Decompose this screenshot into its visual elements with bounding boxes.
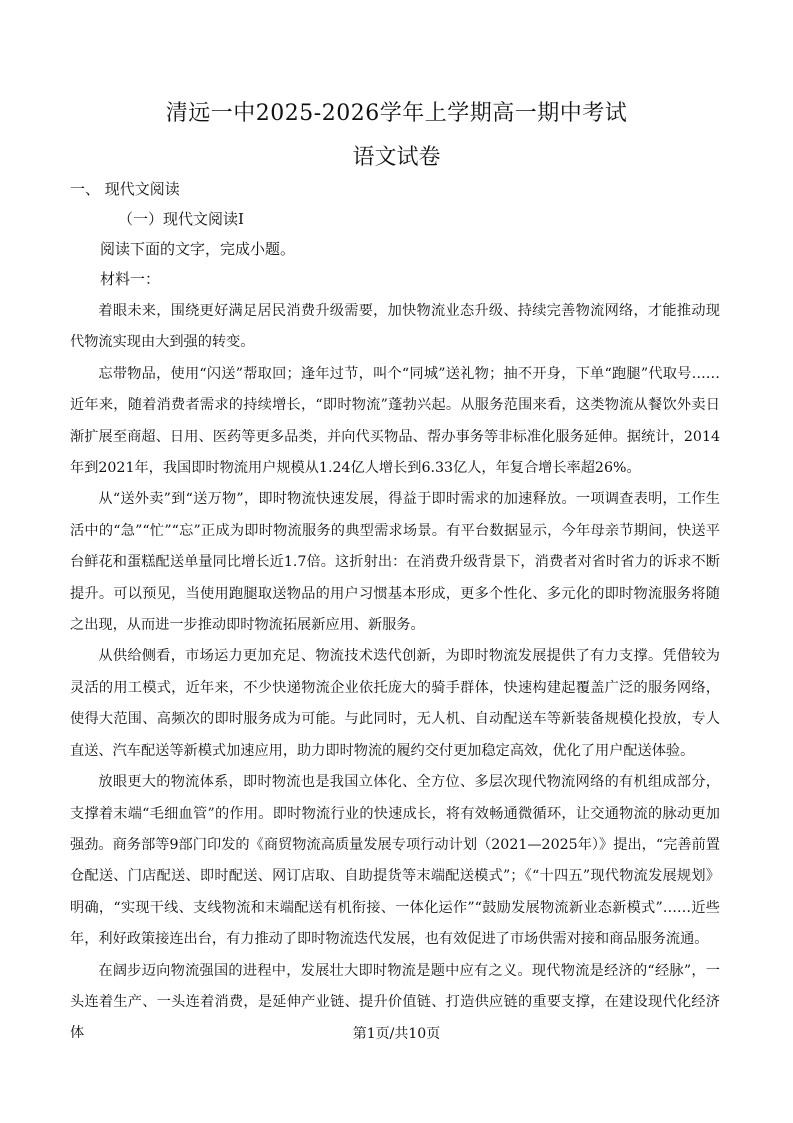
passage-body	[70, 296, 720, 1050]
passage-paragraph: 从供给侧看，市场运力更加充足、物流技术迭代创新，为即时物流发展提供了有力支撑。凭借较为灵活的用工模式，近年来，不少快递物流企业依托庞大的骑手群体，快速构建起覆盖广泛的服务网络，使得大范围、高频次的即时服务成为可能。与此同时，无人机、自动配送车等新装备规模化投放，专人直送、汽车配送等新模式加速应用，助力即时物流的履约交付更加稳定高效，优化了用户配送体验。	[70, 648, 720, 759]
material-label: 材料一：	[100, 270, 161, 288]
passage-paragraph: 忘带物品，使用“闪送”帮取回；逢年过节，叫个“同城”送礼物；抽不开身，下单“跑腿”代取号……近年来，随着消费者需求的持续增长，“即时物流”蓬勃兴起。从服务范围来看，这类物流从餐饮外卖日渐扩展至商超、日用、医药等更多品类，并向代买物品、帮办事务等非标准化服务延伸。据统计，2014年到2021年，我国即时物流用户规模从1.24亿人增长到6.33亿人，年复合增长率超26%。	[70, 365, 720, 477]
reading-instruction: 阅读下面的文字，完成小题。	[100, 240, 296, 258]
exam-title: 清远一中2025-2026学年上学期高一期中考试	[165, 101, 628, 126]
passage-paragraph: 在阔步迈向物流强国的进程中，发展壮大即时物流是题中应有之义。现代物流是经济的“经脉”，一头连着生产、一头连着消费，是延伸产业链、提升价值链、打造供应链的重要支撑，在建设现代化经济体	[70, 962, 720, 1042]
section-heading: 一、 现代文阅读	[70, 180, 180, 198]
passage-paragraph: 着眼未来，围绕更好满足居民消费升级需要，加快物流业态升级、持续完善物流网络，才能推动现代物流实现由大到强的转变。	[70, 303, 720, 351]
exam-subtitle: 语文试卷	[352, 145, 441, 170]
passage-paragraph: 从“送外卖”到“送万物”，即时物流快速发展，得益于即时需求的加速释放。一项调查表明，工作生活中的“急”“忙”“忘”正成为即时物流服务的典型需求场景。有平台数据显示，今年母亲节期间，快送平台鲜花和蛋糕配送单量同比增长近1.7倍。这折射出：在消费升级背景下，消费者对省时省力的诉求不断提升。可以预见，当使用跑腿取送物品的用户习惯基本形成，更多个性化、多元化的即时物流服务将随之出现，从而进一步推动即时物流拓展新应用、新服务。	[70, 491, 720, 634]
passage-paragraph: 放眼更大的物流体系，即时物流也是我国立体化、全方位、多层次现代物流网络的有机组成部分，支撑着末端“毛细血管”的作用。即时物流行业的快速成长，将有效畅通微循环，让交通物流的脉动更加强劲。商务部等9部门印发的《商贸物流高质量发展专项行动计划（2021—2025年）》提出，“完善前置仓配送、门店配送、即时配送、网订店取、自助提货等末端配送模式”；《“十四五”现代物流发展规划》明确，“实现干线、支线物流和末端配送有机衔接、一体化运作”“鼓励发展物流新业态新模式”……近些年，利好政策接连出台，有力推动了即时物流迭代发展，也有效促进了市场供需对接和商品服务流通。	[70, 774, 720, 948]
subsection-heading: （一）现代文阅读Ⅰ	[118, 210, 244, 228]
page-number: 第1页/共10页	[352, 1026, 441, 1042]
